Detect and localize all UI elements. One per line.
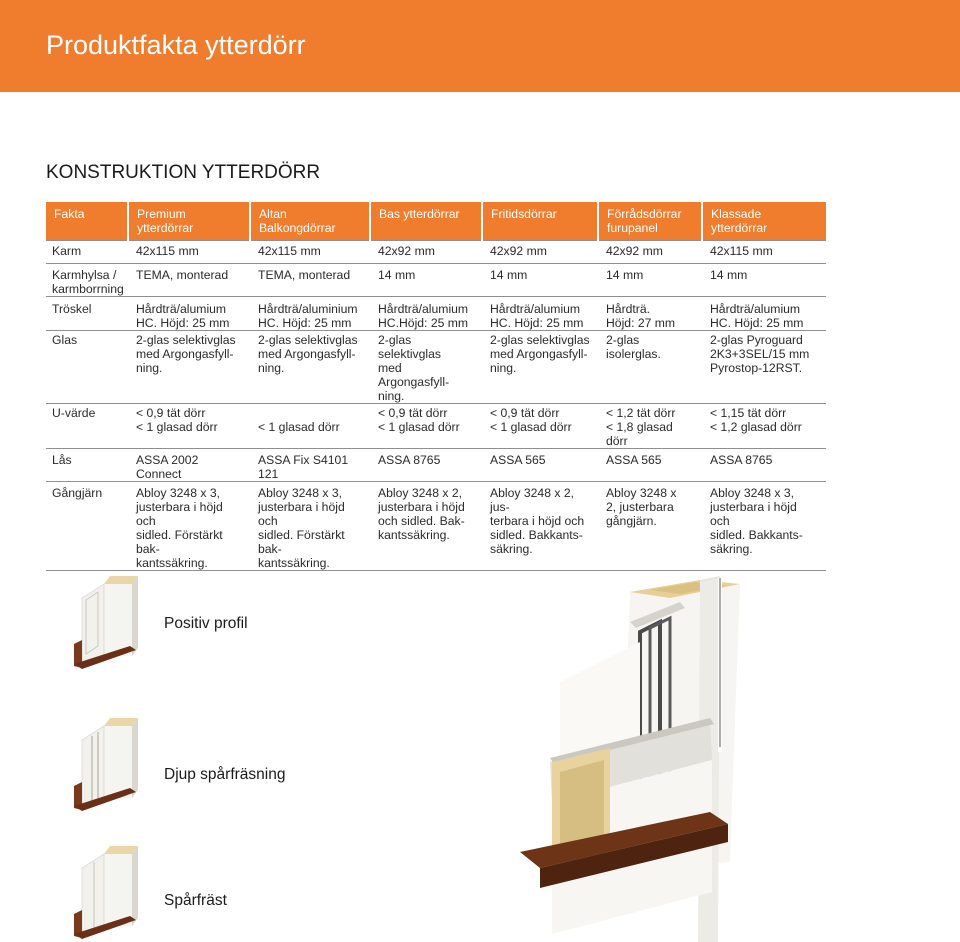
table-cell: 42x115 mm (250, 241, 370, 264)
spec-table (46, 202, 826, 571)
table-cell: 2-glas selektivglas med Argongasfyll- ning. (250, 331, 370, 404)
column-header: Fritidsdörrar (482, 202, 598, 241)
table-cell: 2-glas selektivglas med Argongasfyll- ning. (482, 331, 598, 404)
table-cell: Hårdträ/alumium HC. Höjd: 25 mm (482, 297, 598, 331)
row-label: Gångjärn (46, 482, 128, 571)
row-label: Glas (46, 331, 128, 404)
table-cell: ASSA 8765 (370, 449, 482, 482)
table-cell: Hårdträ/alumium HC.Höjd: 25 mm (370, 297, 482, 331)
table-cell: Hårdträ/aluminium HC. Höjd: 25 mm (250, 297, 370, 331)
sparfrast-illustration (70, 840, 160, 940)
table-cell: < 1,2 tät dörr < 1,8 glasad dörr (598, 404, 702, 449)
table-cell: 42x115 mm (702, 241, 826, 264)
column-header: Fakta (46, 202, 128, 241)
table-cell: 42x92 mm (482, 241, 598, 264)
table-cell: ASSA 565 (598, 449, 702, 482)
table-cell: 2-glas selektivglas med Argongasfyll- ning. (128, 331, 250, 404)
table-cell: Abloy 3248 x 2, justerbara gångjärn. (598, 482, 702, 571)
profile-label: Spårfräst (164, 892, 227, 909)
door-frame-section-illustration (500, 562, 960, 942)
table-cell: 42x115 mm (128, 241, 250, 264)
table-cell: < 1,15 tät dörr < 1,2 glasad dörr (702, 404, 826, 449)
row-label: Karmhylsa / karmborrning (46, 264, 128, 297)
table-row (46, 241, 826, 264)
table-row (46, 331, 826, 404)
header-banner (0, 0, 960, 92)
djup-sparfrasning-illustration (70, 712, 160, 812)
table-row (46, 404, 826, 449)
table-row (46, 482, 826, 571)
row-label: Tröskel (46, 297, 128, 331)
row-label: Lås (46, 449, 128, 482)
table-cell: 14 mm (482, 264, 598, 297)
table-cell: Abloy 3248 x 3, justerbara i höjd och sidled. Bakkants- säkring. (702, 482, 826, 571)
column-header: Altan Balkongdörrar (250, 202, 370, 241)
profile-label: Djup spårfräsning (164, 766, 286, 783)
column-header: Klassade ytterdörrar (702, 202, 826, 241)
table-cell: ASSA 2002 Connect (128, 449, 250, 482)
table-cell: < 1 glasad dörr (250, 404, 370, 449)
table-cell: < 0,9 tät dörr < 1 glasad dörr (128, 404, 250, 449)
table-cell: 2-glas Pyroguard 2K3+3SEL/15 mm Pyrostop-12RST. (702, 331, 826, 404)
section-title: KONSTRUKTION YTTERDÖRR (46, 162, 321, 183)
column-header: Förrådsdörrar furupanel (598, 202, 702, 241)
table-cell: ASSA Fix S4101 121 (250, 449, 370, 482)
row-label: U-värde (46, 404, 128, 449)
table-cell: ASSA 8765 (702, 449, 826, 482)
table-cell: 42x92 mm (370, 241, 482, 264)
table-cell: 14 mm (702, 264, 826, 297)
table-cell: Abloy 3248 x 3, justerbara i höjd och sidled. Förstärkt bak- kantssäkring. (250, 482, 370, 571)
table-cell: 14 mm (370, 264, 482, 297)
column-header: Bas ytterdörrar (370, 202, 482, 241)
table-row (46, 297, 826, 331)
table-cell: 42x92 mm (598, 241, 702, 264)
table-cell: 2-glas selektivglas med Argongasfyll- ning. (370, 331, 482, 404)
table-cell: Abloy 3248 x 2, justerbara i höjd och sidled. Bak- kantssäkring. (370, 482, 482, 571)
positiv-profil-illustration (70, 570, 160, 670)
table-cell: TEMA, monterad (250, 264, 370, 297)
table-cell: Hårdträ/alumium HC. Höjd: 25 mm (702, 297, 826, 331)
table-cell: Hårdträ. Höjd: 27 mm (598, 297, 702, 331)
table-cell: < 0,9 tät dörr < 1 glasad dörr (370, 404, 482, 449)
table-cell: Abloy 3248 x 2, jus- terbara i höjd och sidled. Bakkants- säkring. (482, 482, 598, 571)
table-cell: ASSA 565 (482, 449, 598, 482)
table-row (46, 449, 826, 482)
table-cell: < 0,9 tät dörr < 1 glasad dörr (482, 404, 598, 449)
column-header: Premium ytterdörrar (128, 202, 250, 241)
profile-label: Positiv profil (164, 615, 248, 632)
row-label: Karm (46, 241, 128, 264)
table-header-row (46, 202, 826, 241)
table-cell: 2-glas isolerglas. (598, 331, 702, 404)
page-title: Produktfakta ytterdörr (46, 30, 306, 60)
table-cell: Abloy 3248 x 3, justerbara i höjd och sidled. Förstärkt bak- kantssäkring. (128, 482, 250, 571)
table-cell: Hårdträ/alumium HC. Höjd: 25 mm (128, 297, 250, 331)
table-cell: 14 mm (598, 264, 702, 297)
table-cell: TEMA, monterad (128, 264, 250, 297)
table-row (46, 264, 826, 297)
